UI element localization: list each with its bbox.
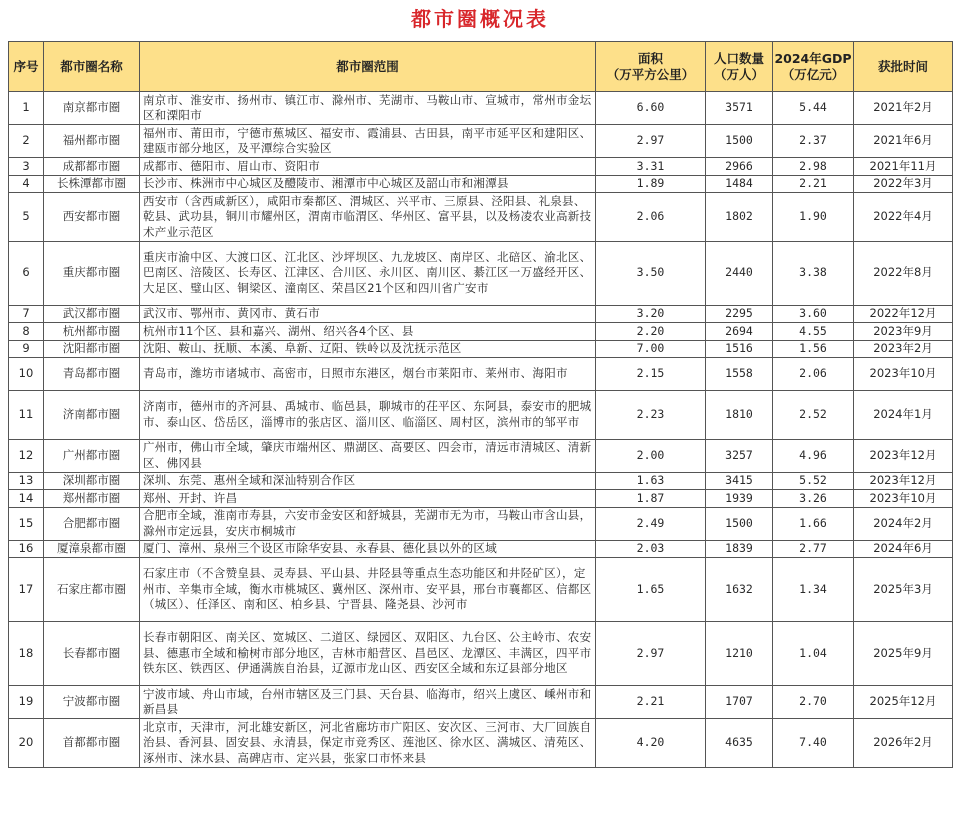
cell-approval-date: 2024年2月: [854, 507, 953, 540]
header-area-line1: 面积: [637, 50, 663, 66]
cell-population: 4635: [706, 719, 773, 768]
cell-gdp: 1.66: [773, 507, 854, 540]
cell-population: 1939: [706, 490, 773, 508]
table-row: [9, 507, 953, 540]
cell-population: 3415: [706, 472, 773, 490]
cell-gdp: 3.38: [773, 241, 854, 305]
cell-population: 1632: [706, 558, 773, 622]
cell-name: 济南都市圈: [44, 391, 140, 440]
cell-scope: 郑州、开封、许昌: [140, 490, 596, 508]
cell-area: 2.15: [596, 358, 706, 391]
cell-approval-date: 2022年3月: [854, 175, 953, 193]
cell-name: 广州都市圈: [44, 439, 140, 472]
cell-scope: 厦门、漳州、泉州三个设区市除华安县、永春县、德化县以外的区域: [140, 540, 596, 558]
cell-area: 2.21: [596, 686, 706, 719]
cell-scope: 南京市、淮安市、扬州市、镇江市、滁州市、芜湖市、马鞍山市、宣城市，常州市金坛区和溧阳市: [140, 92, 596, 125]
cell-index: 3: [9, 158, 44, 176]
cell-gdp: 1.34: [773, 558, 854, 622]
table-row: [9, 193, 953, 242]
cell-approval-date: 2023年2月: [854, 340, 953, 358]
cell-scope: 沈阳、鞍山、抚顺、本溪、阜新、辽阳、铁岭以及沈抚示范区: [140, 340, 596, 358]
cell-area: 2.03: [596, 540, 706, 558]
cell-name: 首都都市圈: [44, 719, 140, 768]
table-row: [9, 158, 953, 176]
table-row: [9, 125, 953, 158]
table-row: [9, 540, 953, 558]
cell-population: 1500: [706, 125, 773, 158]
header-name: 都市圈名称: [44, 42, 140, 92]
header-gdp-line2: （万亿元）: [781, 66, 845, 82]
cell-index: 14: [9, 490, 44, 508]
table-row: [9, 439, 953, 472]
cell-index: 18: [9, 622, 44, 686]
cell-gdp: 4.96: [773, 439, 854, 472]
cell-population: 1500: [706, 507, 773, 540]
cell-name: 西安都市圈: [44, 193, 140, 242]
cell-area: 4.20: [596, 719, 706, 768]
cell-area: 3.20: [596, 305, 706, 323]
cell-approval-date: 2021年11月: [854, 158, 953, 176]
cell-area: 2.00: [596, 439, 706, 472]
cell-gdp: 1.90: [773, 193, 854, 242]
cell-area: 2.06: [596, 193, 706, 242]
table-row: [9, 241, 953, 305]
header-population-line1: 人口数量: [713, 50, 764, 66]
cell-approval-date: 2022年8月: [854, 241, 953, 305]
cell-index: 4: [9, 175, 44, 193]
header-gdp: [773, 42, 854, 92]
cell-approval-date: 2024年6月: [854, 540, 953, 558]
table-row: [9, 490, 953, 508]
cell-gdp: 2.77: [773, 540, 854, 558]
cell-name: 南京都市圈: [44, 92, 140, 125]
cell-population: 1839: [706, 540, 773, 558]
cell-name: 宁波都市圈: [44, 686, 140, 719]
cell-name: 杭州都市圈: [44, 323, 140, 341]
cell-index: 7: [9, 305, 44, 323]
cell-area: 2.97: [596, 622, 706, 686]
cell-area: 1.63: [596, 472, 706, 490]
cell-approval-date: 2022年4月: [854, 193, 953, 242]
cell-approval-date: 2021年6月: [854, 125, 953, 158]
table-row: [9, 391, 953, 440]
cell-area: 2.97: [596, 125, 706, 158]
cell-name: 青岛都市圈: [44, 358, 140, 391]
cell-index: 17: [9, 558, 44, 622]
cell-scope: 石家庄市（不含赞皇县、灵寿县、平山县、井陉县等重点生态功能区和井陉矿区），定州市、辛集市全域，衡水市桃城区、冀州区、深州市、安平县，邢台市襄都区、信都区（城区）、任泽区、南和区、柏乡县、宁晋县、隆尧县、沙河市: [140, 558, 596, 622]
cell-gdp: 7.40: [773, 719, 854, 768]
cell-index: 20: [9, 719, 44, 768]
cell-population: 2966: [706, 158, 773, 176]
cell-area: 2.49: [596, 507, 706, 540]
cell-area: 3.31: [596, 158, 706, 176]
cell-scope: 宁波市域、舟山市域，台州市辖区及三门县、天台县、临海市，绍兴上虞区、嵊州市和新昌县: [140, 686, 596, 719]
cell-index: 15: [9, 507, 44, 540]
cell-name: 沈阳都市圈: [44, 340, 140, 358]
cell-gdp: 3.26: [773, 490, 854, 508]
cell-name: 石家庄都市圈: [44, 558, 140, 622]
table-body: [9, 92, 953, 768]
table-row: [9, 305, 953, 323]
cell-gdp: 2.70: [773, 686, 854, 719]
cell-scope: 济南市，德州市的齐河县、禹城市、临邑县，聊城市的茌平区、东阿县，泰安市的肥城市、泰山区、岱岳区，淄博市的张店区、淄川区、临淄区、周村区，滨州市的邹平市: [140, 391, 596, 440]
cell-index: 1: [9, 92, 44, 125]
cell-population: 1210: [706, 622, 773, 686]
cell-approval-date: 2023年9月: [854, 323, 953, 341]
cell-area: 7.00: [596, 340, 706, 358]
cell-approval-date: 2023年10月: [854, 490, 953, 508]
cell-scope: 合肥市全域，淮南市寿县，六安市金安区和舒城县，芜湖市无为市，马鞍山市含山县，滁州市定远县，安庆市桐城市: [140, 507, 596, 540]
cell-gdp: 2.21: [773, 175, 854, 193]
cell-scope: 重庆市渝中区、大渡口区、江北区、沙坪坝区、九龙坡区、南岸区、北碚区、渝北区、巴南区、涪陵区、长寿区、江津区、合川区、永川区、南川区、綦江区一万盛经开区、大足区、璧山区、铜梁区、潼南区、荣昌区21个区和四川省广安市: [140, 241, 596, 305]
cell-scope: 武汉市、鄂州市、黄冈市、黄石市: [140, 305, 596, 323]
cell-population: 1802: [706, 193, 773, 242]
cell-index: 19: [9, 686, 44, 719]
cell-index: 10: [9, 358, 44, 391]
cell-index: 6: [9, 241, 44, 305]
header-scope: 都市圈范围: [140, 42, 596, 92]
table-row: [9, 358, 953, 391]
table-row: [9, 622, 953, 686]
cell-gdp: 2.52: [773, 391, 854, 440]
cell-gdp: 5.44: [773, 92, 854, 125]
cell-index: 9: [9, 340, 44, 358]
table-row: [9, 558, 953, 622]
cell-population: 1558: [706, 358, 773, 391]
cell-scope: 成都市、德阳市、眉山市、资阳市: [140, 158, 596, 176]
cell-name: 长株潭都市圈: [44, 175, 140, 193]
cell-index: 11: [9, 391, 44, 440]
cell-population: 1516: [706, 340, 773, 358]
cell-approval-date: 2023年12月: [854, 439, 953, 472]
header-index: 序号: [9, 42, 44, 92]
cell-name: 深圳都市圈: [44, 472, 140, 490]
cell-population: 2295: [706, 305, 773, 323]
cell-gdp: 1.56: [773, 340, 854, 358]
cell-approval-date: 2021年2月: [854, 92, 953, 125]
cell-scope: 福州市、莆田市，宁德市蕉城区、福安市、霞浦县、古田县，南平市延平区和建阳区、建瓯市部分地区，及平潭综合实验区: [140, 125, 596, 158]
cell-population: 1810: [706, 391, 773, 440]
cell-name: 武汉都市圈: [44, 305, 140, 323]
header-population: [706, 42, 773, 92]
cell-scope: 北京市，天津市，河北雄安新区，河北省廊坊市广阳区、安次区、三河市、大厂回族自治县、香河县、固安县、永清县，保定市竞秀区、莲池区、徐水区、满城区、清苑区、涿州市、涞水县、高碑店市、定兴县，张家口市怀来县: [140, 719, 596, 768]
cell-approval-date: 2026年2月: [854, 719, 953, 768]
header-approval: 获批时间: [854, 42, 953, 92]
cell-area: 1.87: [596, 490, 706, 508]
cell-scope: 广州市，佛山市全域，肇庆市端州区、鼎湖区、高要区、四会市，清远市清城区、清新区、佛冈县: [140, 439, 596, 472]
cell-name: 合肥都市圈: [44, 507, 140, 540]
table-row: [9, 472, 953, 490]
cell-scope: 杭州市11个区、县和嘉兴、湖州、绍兴各4个区、县: [140, 323, 596, 341]
header-row: [9, 42, 953, 92]
table-row: [9, 719, 953, 768]
cell-name: 郑州都市圈: [44, 490, 140, 508]
cell-area: 2.20: [596, 323, 706, 341]
cell-population: 2440: [706, 241, 773, 305]
cell-population: 1484: [706, 175, 773, 193]
cell-index: 5: [9, 193, 44, 242]
cell-scope: 长春市朝阳区、南关区、宽城区、二道区、绿园区、双阳区、九台区、公主岭市、农安县、德惠市全域和榆树市部分地区，吉林市船营区、昌邑区、龙潭区、丰满区，四平市铁东区、铁西区、伊通满族自治县，辽源市龙山区、西安区全域和东辽县部分地区: [140, 622, 596, 686]
page-title: 都市圈概况表: [411, 7, 549, 31]
cell-area: 3.50: [596, 241, 706, 305]
cell-name: 成都都市圈: [44, 158, 140, 176]
cell-index: 13: [9, 472, 44, 490]
table-row: [9, 92, 953, 125]
cell-population: 3571: [706, 92, 773, 125]
cell-gdp: 2.37: [773, 125, 854, 158]
cell-index: 12: [9, 439, 44, 472]
cell-gdp: 2.06: [773, 358, 854, 391]
table-row: [9, 340, 953, 358]
summary-table: [8, 41, 953, 768]
cell-approval-date: 2023年10月: [854, 358, 953, 391]
cell-gdp: 3.60: [773, 305, 854, 323]
cell-approval-date: 2022年12月: [854, 305, 953, 323]
cell-scope: 青岛市，潍坊市诸城市、高密市，日照市东港区，烟台市莱阳市、莱州市、海阳市: [140, 358, 596, 391]
cell-name: 重庆都市圈: [44, 241, 140, 305]
cell-scope: 长沙市、株洲市中心城区及醴陵市、湘潭市中心城区及韶山市和湘潭县: [140, 175, 596, 193]
header-area-line2: （万平方公里）: [606, 66, 695, 82]
cell-scope: 深圳、东莞、惠州全域和深汕特别合作区: [140, 472, 596, 490]
cell-approval-date: 2023年12月: [854, 472, 953, 490]
cell-area: 6.60: [596, 92, 706, 125]
cell-index: 16: [9, 540, 44, 558]
cell-area: 1.89: [596, 175, 706, 193]
header-population-line2: （万人）: [713, 66, 764, 82]
table-row: [9, 175, 953, 193]
cell-population: 2694: [706, 323, 773, 341]
cell-scope: 西安市（含西咸新区），咸阳市秦都区、渭城区、兴平市、三原县、泾阳县、礼泉县、乾县、武功县，铜川市耀州区，渭南市临渭区、华州区、富平县，以及杨凌农业高新技术产业示范区: [140, 193, 596, 242]
cell-area: 1.65: [596, 558, 706, 622]
cell-gdp: 1.04: [773, 622, 854, 686]
table-row: [9, 686, 953, 719]
cell-index: 8: [9, 323, 44, 341]
header-gdp-line1: 2024年GDP: [774, 50, 852, 66]
table-row: [9, 323, 953, 341]
cell-approval-date: 2025年12月: [854, 686, 953, 719]
cell-name: 厦漳泉都市圈: [44, 540, 140, 558]
cell-gdp: 4.55: [773, 323, 854, 341]
cell-area: 2.23: [596, 391, 706, 440]
cell-index: 2: [9, 125, 44, 158]
cell-name: 福州都市圈: [44, 125, 140, 158]
cell-gdp: 5.52: [773, 472, 854, 490]
header-area: [596, 42, 706, 92]
cell-approval-date: 2024年1月: [854, 391, 953, 440]
cell-population: 1707: [706, 686, 773, 719]
cell-approval-date: 2025年3月: [854, 558, 953, 622]
cell-approval-date: 2025年9月: [854, 622, 953, 686]
cell-gdp: 2.98: [773, 158, 854, 176]
cell-name: 长春都市圈: [44, 622, 140, 686]
cell-population: 3257: [706, 439, 773, 472]
